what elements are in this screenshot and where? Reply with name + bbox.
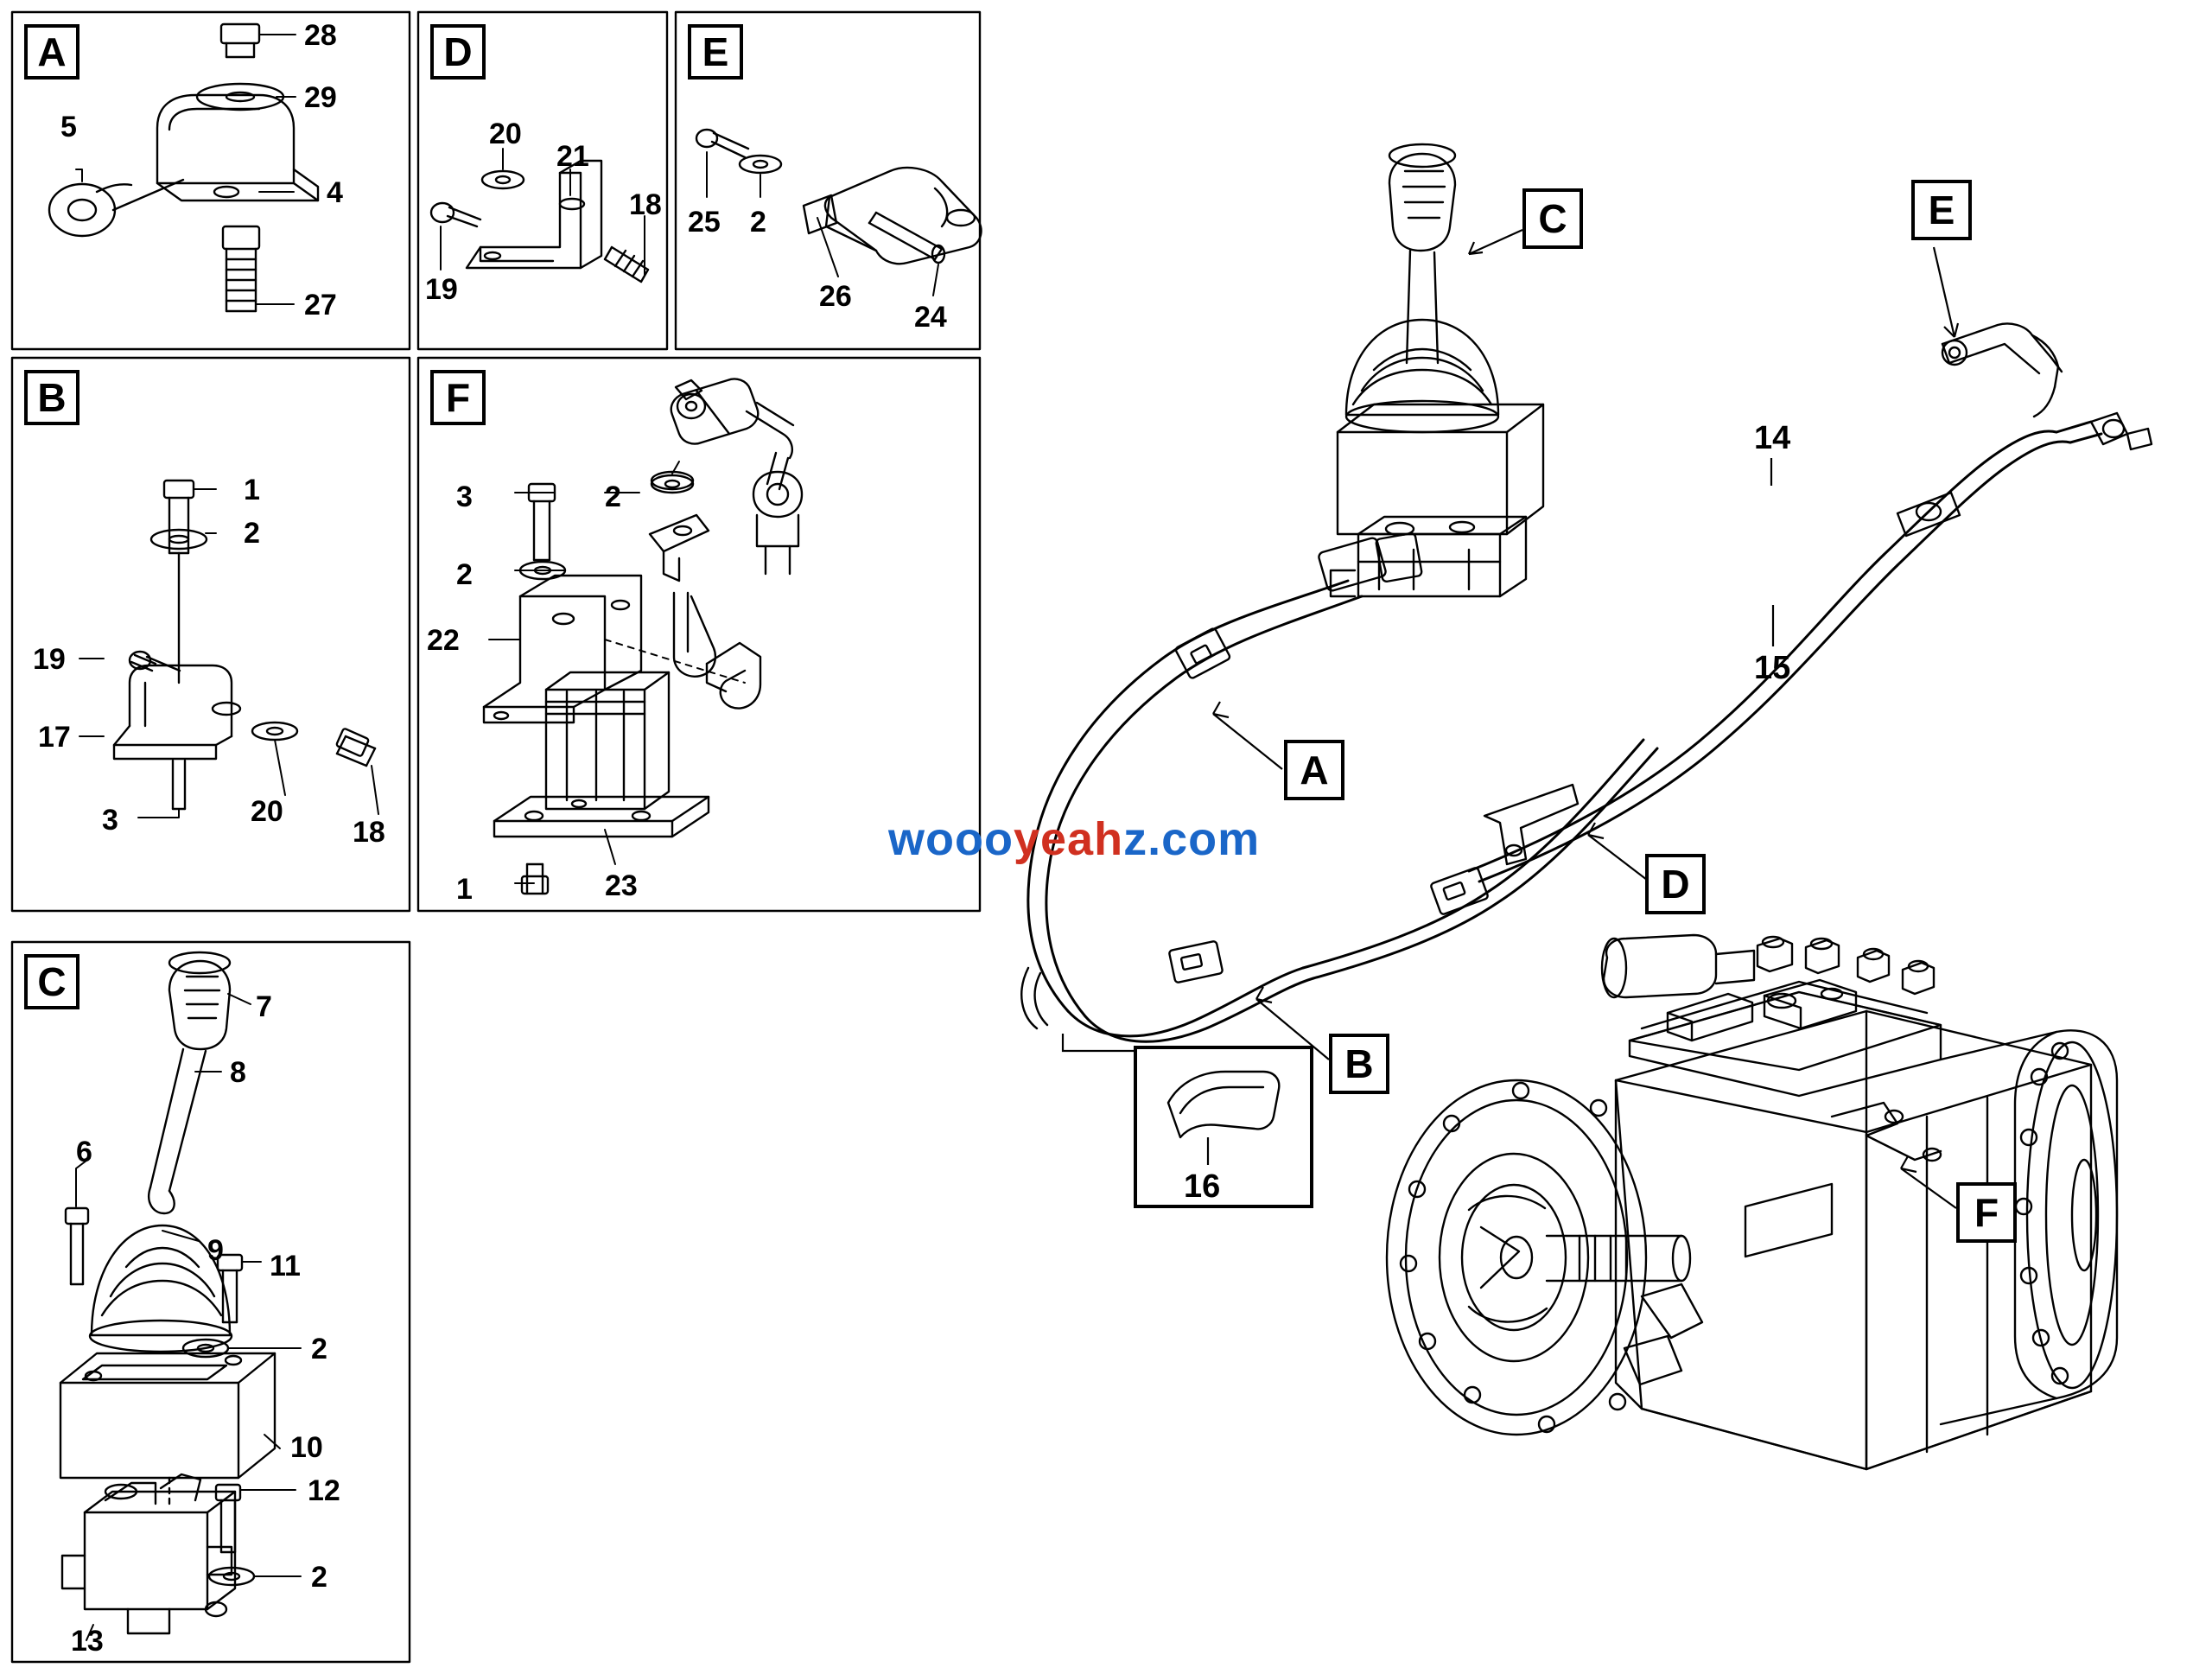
callout-number: 11	[270, 1250, 301, 1283]
detail-frame-16	[1134, 1046, 1313, 1208]
callout-number: 20	[251, 795, 283, 828]
watermark-part-3: z.com	[1123, 813, 1261, 865]
callout-number: 1	[456, 873, 473, 906]
callout-number: 25	[688, 206, 721, 239]
callout-number: 24	[914, 301, 947, 334]
callout-number: 1	[244, 474, 260, 506]
callout-number: 4	[327, 176, 343, 209]
callout-number: 2	[750, 206, 766, 239]
callout-number: 8	[230, 1056, 246, 1089]
callout-number: 21	[556, 140, 589, 173]
main-callout-b: B	[1329, 1034, 1389, 1094]
callout-number: 16	[1184, 1168, 1221, 1205]
panel-tag-a: A	[24, 24, 79, 80]
callout-number: 2	[311, 1561, 327, 1594]
callout-number: 27	[304, 289, 337, 321]
callout-number: 29	[304, 81, 337, 114]
callout-number: 6	[76, 1136, 92, 1168]
panel-tag-d: D	[430, 24, 486, 80]
callout-number: 14	[1754, 420, 1791, 456]
callout-number: 26	[819, 280, 852, 313]
main-callout-a: A	[1284, 740, 1344, 800]
callout-number: 3	[102, 804, 118, 837]
main-callout-f: F	[1956, 1182, 2017, 1243]
callout-number: 13	[71, 1625, 104, 1658]
callout-number: 19	[425, 273, 458, 306]
callout-number: 7	[256, 990, 272, 1023]
callout-number: 23	[605, 869, 638, 902]
callout-number: 17	[38, 721, 71, 754]
callout-number: 10	[290, 1431, 323, 1464]
callout-number: 15	[1754, 650, 1791, 686]
callout-number: 2	[244, 517, 260, 550]
callout-number: 5	[60, 111, 77, 143]
callout-number: 18	[629, 188, 662, 221]
callout-number: 28	[304, 19, 337, 52]
panel-tag-f: F	[430, 370, 486, 425]
callout-number: 2	[311, 1333, 327, 1365]
panel-tag-c: C	[24, 954, 79, 1009]
main-callout-e: E	[1911, 180, 1972, 240]
main-callout-c: C	[1522, 188, 1583, 249]
panel-tag-e: E	[688, 24, 743, 80]
callout-number: 3	[456, 481, 473, 513]
callout-number: 9	[207, 1234, 224, 1267]
callout-number: 20	[489, 118, 522, 150]
callout-number: 2	[456, 558, 473, 591]
callout-number: 2	[605, 481, 621, 513]
callout-number: 22	[427, 624, 460, 657]
watermark-part-1: wooo	[888, 813, 1014, 865]
main-callout-d: D	[1645, 854, 1706, 914]
watermark-part-2: yeah	[1013, 813, 1124, 865]
callout-number: 18	[353, 816, 385, 849]
panel-tag-b: B	[24, 370, 79, 425]
callout-number: 19	[33, 643, 66, 676]
callout-number: 12	[308, 1474, 340, 1507]
